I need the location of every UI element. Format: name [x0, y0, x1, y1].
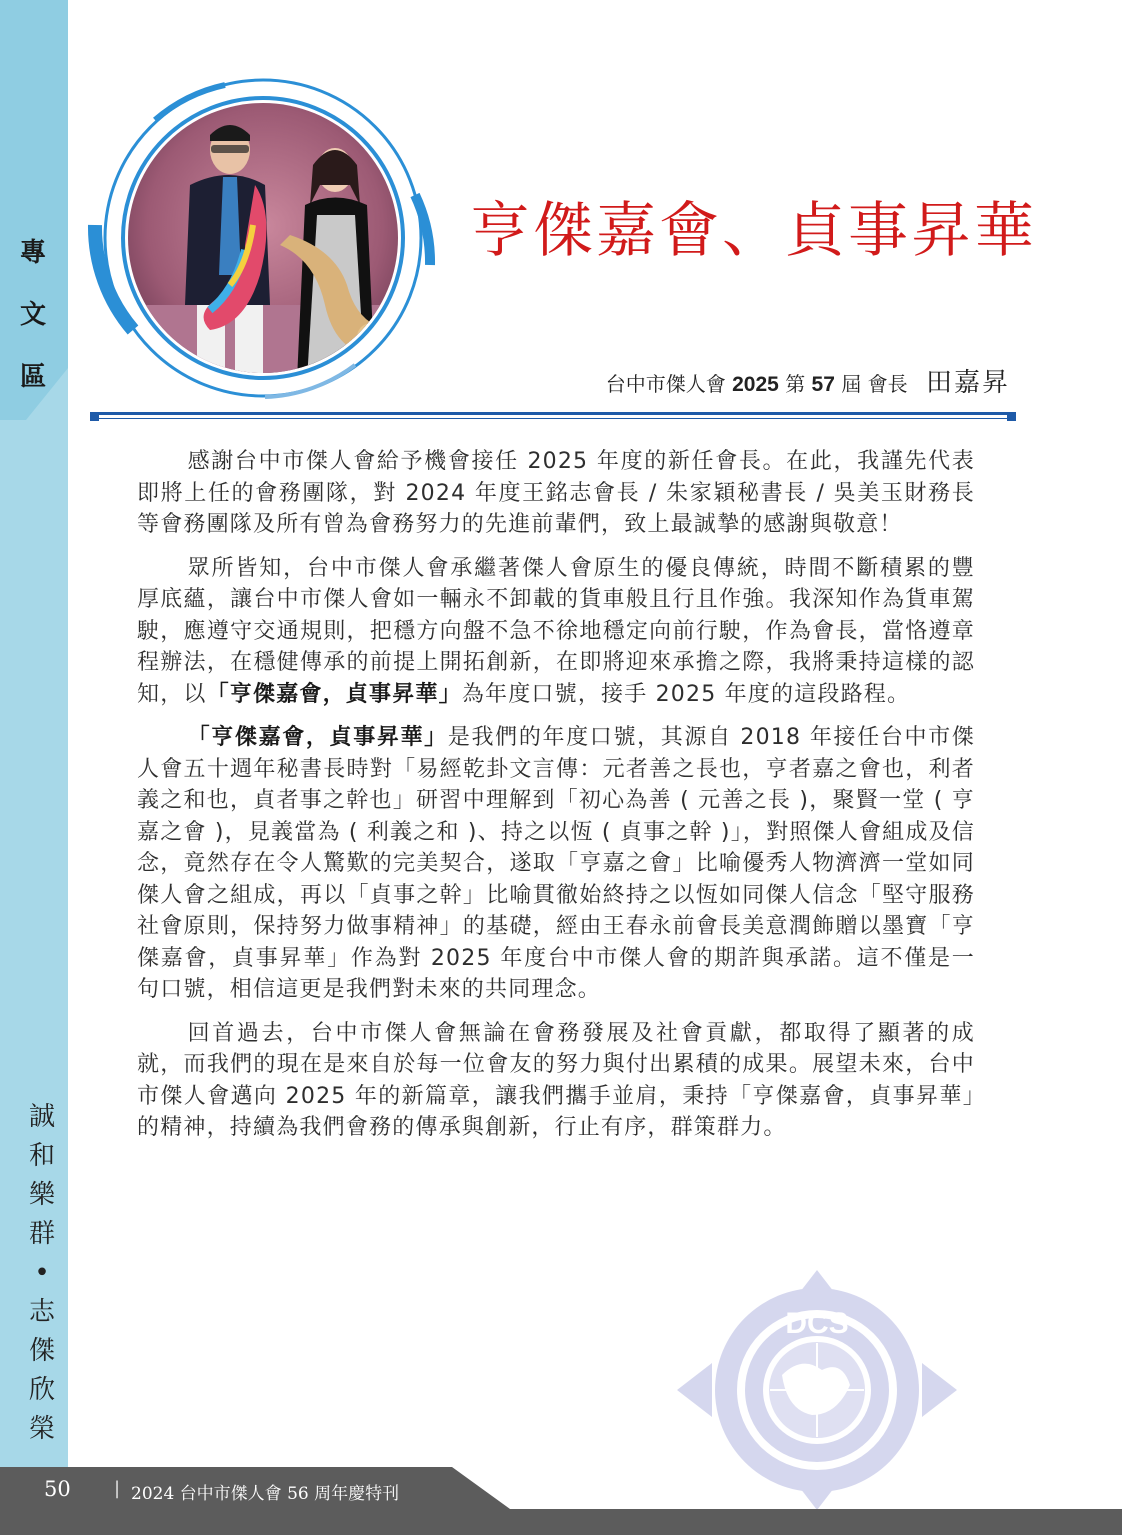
paragraph	[137, 553, 975, 711]
paragraph-text: 眾所皆知，台中市傑人會承繼著傑人會原生的優良傳統，時間不斷積累的豐厚底蘊，讓台中市傑人會如一輛永不卸載的貨車般且行且作強。我深知作為貨車駕駛，應遵守交通規則，把穩方向盤不急不徐地穩定向前行駛，作為會長，當恪遵章程辦法，在穩健傳承的前提上開拓創新，在即將迎來承擔之際，我將秉持這樣的認知，以	[137, 555, 975, 707]
paragraph: 回首過去，台中市傑人會無論在會務發展及社會貢獻，都取得了顯著的成就，而我們的現在是來自於每一位會友的努力與付出累積的成果。展望未來，台中市傑人會邁向 2025 年的新篇章，讓我們攜手並肩，秉持「亨傑嘉會，貞事昇華」的精神，持續為我們會務的傳承與創新，行止有序，群策群力。	[137, 1020, 975, 1140]
paragraph-text: 為年度口號，接手 2025 年度的這段路程。	[461, 681, 911, 707]
publication-title: 2024 台中市傑人會 56 周年慶特刊	[131, 1484, 400, 1504]
byline-year: 2025	[732, 373, 779, 396]
author-name: 田嘉昇	[925, 368, 1010, 398]
divider-line	[96, 412, 1010, 415]
motto-char: 志	[28, 1297, 55, 1327]
article-body	[137, 446, 975, 1156]
slogan-emphasis: 「亨傑嘉會，貞事昇華」	[187, 725, 448, 750]
byline-term-prefix: 第	[785, 372, 806, 396]
motto-char: 榮	[28, 1414, 55, 1444]
author-byline	[606, 362, 1010, 399]
divider-line-thin	[96, 418, 1010, 419]
divider-end-right	[1007, 412, 1016, 421]
logo-text: DCS	[785, 1307, 849, 1340]
motto-char: 群	[28, 1219, 55, 1249]
motto-vertical	[22, 1098, 62, 1449]
byline-term-suffix: 屆 會長	[841, 372, 908, 396]
title-divider	[90, 409, 1016, 423]
paragraph	[137, 722, 975, 1006]
section-tab-label: 專 文 區	[19, 238, 46, 392]
page-number: 50	[44, 1477, 71, 1501]
motto-char: 傑	[28, 1336, 55, 1366]
motto-char: 樂	[28, 1180, 55, 1210]
slogan-emphasis: 「亨傑嘉會，貞事昇華」	[206, 681, 462, 707]
portrait-photo	[85, 75, 445, 405]
motto-char: 誠	[28, 1102, 55, 1132]
article-title: 亨傑嘉會、貞事昇華	[470, 196, 1037, 266]
motto-char: •	[34, 1258, 50, 1288]
footer-separator: |	[114, 1478, 121, 1499]
motto-char: 欣	[28, 1375, 55, 1405]
section-tab	[0, 0, 68, 420]
motto-char: 和	[28, 1141, 55, 1171]
paragraph: 感謝台中市傑人會給予機會接任 2025 年度的新任會長。在此，我謹先代表即將上任的會務團隊，對 2024 年度王銘志會長 / 朱家穎秘書長 / 吳美玉財務長等會務團隊及所有曾為會務努力的先進前輩們，致上最誠摯的感謝與敬意！	[137, 449, 975, 537]
paragraph-text: 是我們的年度口號，其源自 2018 年接任台中市傑人會五十週年秘書長時對「易經乾卦文言傳：元者善之長也，亨者嘉之會也，利者義之和也，貞者事之幹也」研習中理解到「初心為善 ( 元善之長 )，聚賢一堂 ( 亨嘉之會 )，見義當為 ( 利義之和 )、持之以恆 ( 貞事之幹 )」，對照傑人會組成及信念，竟然存在令人驚歎的完美契合，遂取「亨嘉之會」比喻優秀人物濟濟一堂如同傑人會之組成，再以「貞事之幹」比喻貫徹始終持之以恆如同傑人信念「堅守服務社會原則，保持努力做事精神」的基礎，經由王春永前會長美意潤飾贈以墨寶「亨傑嘉會，貞事昇華」作為對 2025 年度台中市傑人會的期許與承諾。這不僅是一句口號，相信這更是我們對未來的共同理念。	[137, 725, 975, 1002]
byline-term-number: 57	[811, 373, 835, 396]
byline-org: 台中市傑人會	[605, 372, 726, 396]
